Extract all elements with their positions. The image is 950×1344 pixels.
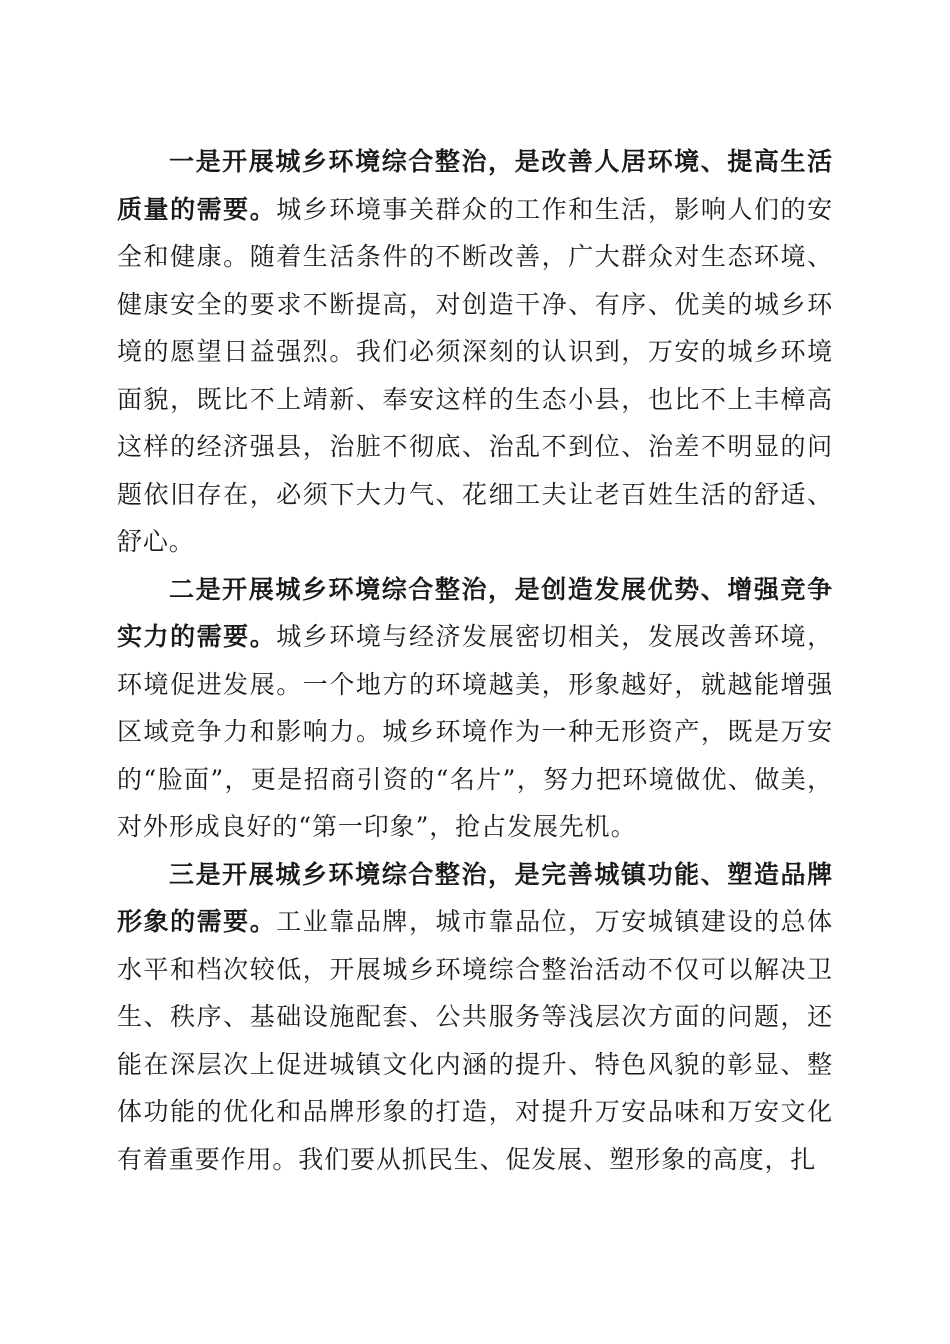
paragraph-2 <box>117 566 833 851</box>
document-body <box>117 138 833 1183</box>
paragraph-1-lead: 一是开展城乡环境综合整治，是改善人居环境、提高生活质量的需要。 <box>117 147 833 224</box>
paragraph-3 <box>117 851 833 1184</box>
paragraph-2-lead: 二是开展城乡环境综合整治，是创造发展优势、增强竞争实力的需要。 <box>117 574 833 651</box>
paragraph-1-body: 城乡环境事关群众的工作和生活，影响人们的安全和健康。随着生活条件的不断改善，广大群众对生态环境、健康安全的要求不断提高，对创造干净、有序、优美的城乡环境的愿望日益强烈。我们必须深刻的认识到，万安的城乡环境面貌，既比不上靖新、奉安这样的生态小县，也比不上丰樟高这样的经济强县，治脏不彻底、治乱不到位、治差不明显的问题依旧存在，必须下大力气、花细工夫让老百姓生活的舒适、舒心。 <box>117 194 834 556</box>
paragraph-3-lead: 三是开展城乡环境综合整治，是完善城镇功能、塑造品牌形象的需要。 <box>117 859 833 936</box>
paragraph-3-body: 工业靠品牌，城市靠品位，万安城镇建设的总体水平和档次较低，开展城乡环境综合整治活动不仅可以解决卫生、秩序、基础设施配套、公共服务等浅层次方面的问题，还能在深层次上促进城镇文化内涵的提升、特色风貌的彰显、整体功能的优化和品牌形象的打造，对提升万安品味和万安文化有着重要作用。我们要从抓民生、促发展、塑形象的高度，扎 <box>117 907 834 1174</box>
paragraph-1 <box>117 138 833 566</box>
paragraph-2-body: 城乡环境与经济发展密切相关，发展改善环境，环境促进发展。一个地方的环境越美，形象越好，就越能增强区域竞争力和影响力。城乡环境作为一种无形资产，既是万安的“脸面”，更是招商引资的“名片”，努力把环境做优、做美，对外形成良好的“第一印象”，抢占发展先机。 <box>117 622 834 841</box>
